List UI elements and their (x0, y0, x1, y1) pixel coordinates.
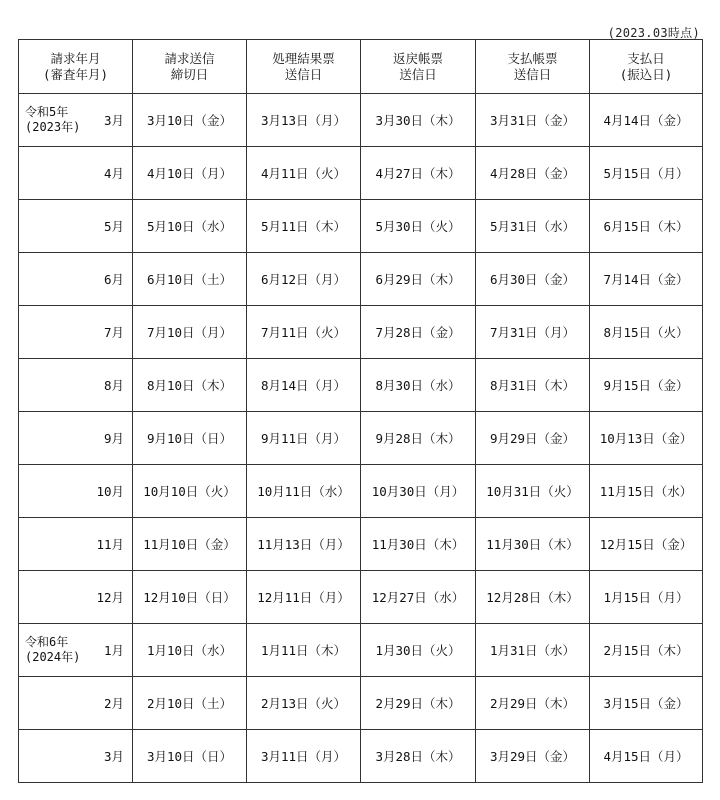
payment-form-send-date-cell: 7月31日（月） (476, 306, 590, 359)
table-row (19, 624, 703, 677)
table-row (19, 359, 703, 412)
header-line: 送信日 (513, 66, 552, 82)
submission-deadline-cell: 6月10日（土） (133, 253, 247, 306)
billing-month-cell (19, 200, 133, 253)
table-row (19, 200, 703, 253)
submission-deadline-cell: 3月10日（金） (133, 94, 247, 147)
header-result-send-date (247, 40, 361, 94)
header-payment-form-send-date (476, 40, 590, 94)
table-row (19, 147, 703, 200)
payment-form-send-date-cell: 5月31日（水） (476, 200, 590, 253)
month-label: 4月 (103, 166, 124, 181)
submission-deadline-cell: 8月10日（木） (133, 359, 247, 412)
return-send-date-cell: 3月28日（木） (361, 730, 476, 783)
billing-month-cell (19, 359, 133, 412)
result-send-date-cell: 3月11日（月） (247, 730, 361, 783)
month-label: 1月 (103, 643, 124, 658)
payment-date-cell: 11月15日（水） (590, 465, 703, 518)
month-label: 9月 (103, 431, 124, 446)
month-label: 2月 (103, 696, 124, 711)
submission-deadline-cell: 4月10日（月） (133, 147, 247, 200)
header-line: 支払日 (627, 50, 665, 66)
table-row (19, 518, 703, 571)
era-western-year: (2023年) (25, 120, 81, 134)
header-line: (振込日) (619, 66, 673, 82)
month-label: 5月 (103, 219, 124, 234)
billing-month-cell (19, 94, 133, 147)
payment-date-cell: 12月15日（金） (590, 518, 703, 571)
return-send-date-cell: 9月28日（木） (361, 412, 476, 465)
payment-date-cell: 10月13日（金） (590, 412, 703, 465)
month-label: 3月 (103, 749, 124, 764)
header-line: 送信日 (284, 66, 323, 82)
month-label: 6月 (103, 272, 124, 287)
payment-form-send-date-cell: 4月28日（金） (476, 147, 590, 200)
result-send-date-cell: 2月13日（火） (247, 677, 361, 730)
payment-date-cell: 9月15日（金） (590, 359, 703, 412)
result-send-date-cell: 4月11日（火） (247, 147, 361, 200)
header-payment-date (590, 40, 703, 94)
header-line: 返戻帳票 (392, 50, 443, 66)
payment-form-send-date-cell: 2月29日（木） (476, 677, 590, 730)
header-line: 処理結果票 (272, 50, 335, 66)
result-send-date-cell: 5月11日（木） (247, 200, 361, 253)
table-row (19, 465, 703, 518)
result-send-date-cell: 11月13日（月） (247, 518, 361, 571)
payment-form-send-date-cell: 1月31日（水） (476, 624, 590, 677)
return-send-date-cell: 8月30日（水） (361, 359, 476, 412)
return-send-date-cell: 7月28日（金） (361, 306, 476, 359)
table-row (19, 94, 703, 147)
return-send-date-cell: 2月29日（木） (361, 677, 476, 730)
payment-form-send-date-cell: 6月30日（金） (476, 253, 590, 306)
result-send-date-cell: 3月13日（月） (247, 94, 361, 147)
billing-month-cell (19, 412, 133, 465)
billing-month-cell (19, 147, 133, 200)
return-send-date-cell: 1月30日（火） (361, 624, 476, 677)
payment-date-cell: 5月15日（月） (590, 147, 703, 200)
header-line: 請求送信 (164, 50, 215, 66)
result-send-date-cell: 1月11日（木） (247, 624, 361, 677)
month-label: 12月 (96, 590, 124, 605)
month-label: 10月 (96, 484, 124, 499)
payment-form-send-date-cell: 3月31日（金） (476, 94, 590, 147)
header-line: 支払帳票 (507, 50, 558, 66)
billing-month-cell (19, 571, 133, 624)
payment-date-cell: 2月15日（木） (590, 624, 703, 677)
month-label: 8月 (103, 378, 124, 393)
submission-deadline-cell: 11月10日（金） (133, 518, 247, 571)
billing-month-cell (19, 306, 133, 359)
header-line: 締切日 (170, 66, 209, 82)
result-send-date-cell: 7月11日（火） (247, 306, 361, 359)
payment-date-cell: 4月14日（金） (590, 94, 703, 147)
table-row (19, 253, 703, 306)
submission-deadline-cell: 2月10日（土） (133, 677, 247, 730)
payment-date-cell: 4月15日（月） (590, 730, 703, 783)
table-row (19, 306, 703, 359)
header-line: (審査年月) (42, 66, 109, 82)
month-label: 11月 (96, 537, 124, 552)
payment-date-cell: 1月15日（月） (590, 571, 703, 624)
month-label: 3月 (103, 113, 124, 128)
era-name: 令和6年 (25, 635, 69, 649)
return-send-date-cell: 5月30日（火） (361, 200, 476, 253)
return-send-date-cell: 4月27日（木） (361, 147, 476, 200)
header-line: 請求年月 (50, 50, 101, 66)
submission-deadline-cell: 3月10日（日） (133, 730, 247, 783)
as-of-note: (2023.03時点) (607, 26, 700, 40)
return-send-date-cell: 3月30日（木） (361, 94, 476, 147)
payment-date-cell: 6月15日（木） (590, 200, 703, 253)
era-name: 令和5年 (25, 105, 69, 119)
return-send-date-cell: 10月30日（月） (361, 465, 476, 518)
month-label: 7月 (103, 325, 124, 340)
result-send-date-cell: 6月12日（月） (247, 253, 361, 306)
billing-month-cell (19, 730, 133, 783)
billing-month-cell (19, 465, 133, 518)
submission-deadline-cell: 5月10日（水） (133, 200, 247, 253)
submission-deadline-cell: 9月10日（日） (133, 412, 247, 465)
header-billing-month (19, 40, 133, 94)
return-send-date-cell: 6月29日（木） (361, 253, 476, 306)
header-submission-deadline (133, 40, 247, 94)
table-row (19, 677, 703, 730)
payment-form-send-date-cell: 12月28日（木） (476, 571, 590, 624)
billing-month-cell (19, 518, 133, 571)
billing-month-cell (19, 677, 133, 730)
header-return-send-date (361, 40, 476, 94)
billing-month-cell (19, 624, 133, 677)
return-send-date-cell: 11月30日（木） (361, 518, 476, 571)
payment-date-cell: 8月15日（火） (590, 306, 703, 359)
result-send-date-cell: 9月11日（月） (247, 412, 361, 465)
submission-deadline-cell: 10月10日（火） (133, 465, 247, 518)
table-row (19, 412, 703, 465)
payment-form-send-date-cell: 3月29日（金） (476, 730, 590, 783)
result-send-date-cell: 12月11日（月） (247, 571, 361, 624)
payment-form-send-date-cell: 9月29日（金） (476, 412, 590, 465)
era-western-year: (2024年) (25, 650, 81, 664)
billing-month-cell (19, 253, 133, 306)
era-label (25, 105, 80, 135)
payment-date-cell: 3月15日（金） (590, 677, 703, 730)
era-label (25, 635, 80, 665)
header-row (19, 40, 703, 94)
payment-form-send-date-cell: 11月30日（木） (476, 518, 590, 571)
submission-deadline-cell: 1月10日（水） (133, 624, 247, 677)
table-row (19, 730, 703, 783)
header-line: 送信日 (399, 66, 437, 82)
payment-schedule-table (18, 39, 703, 783)
return-send-date-cell: 12月27日（水） (361, 571, 476, 624)
submission-deadline-cell: 7月10日（月） (133, 306, 247, 359)
payment-date-cell: 7月14日（金） (590, 253, 703, 306)
payment-form-send-date-cell: 8月31日（木） (476, 359, 590, 412)
table-row (19, 571, 703, 624)
submission-deadline-cell: 12月10日（日） (133, 571, 247, 624)
result-send-date-cell: 10月11日（水） (247, 465, 361, 518)
payment-form-send-date-cell: 10月31日（火） (476, 465, 590, 518)
result-send-date-cell: 8月14日（月） (247, 359, 361, 412)
